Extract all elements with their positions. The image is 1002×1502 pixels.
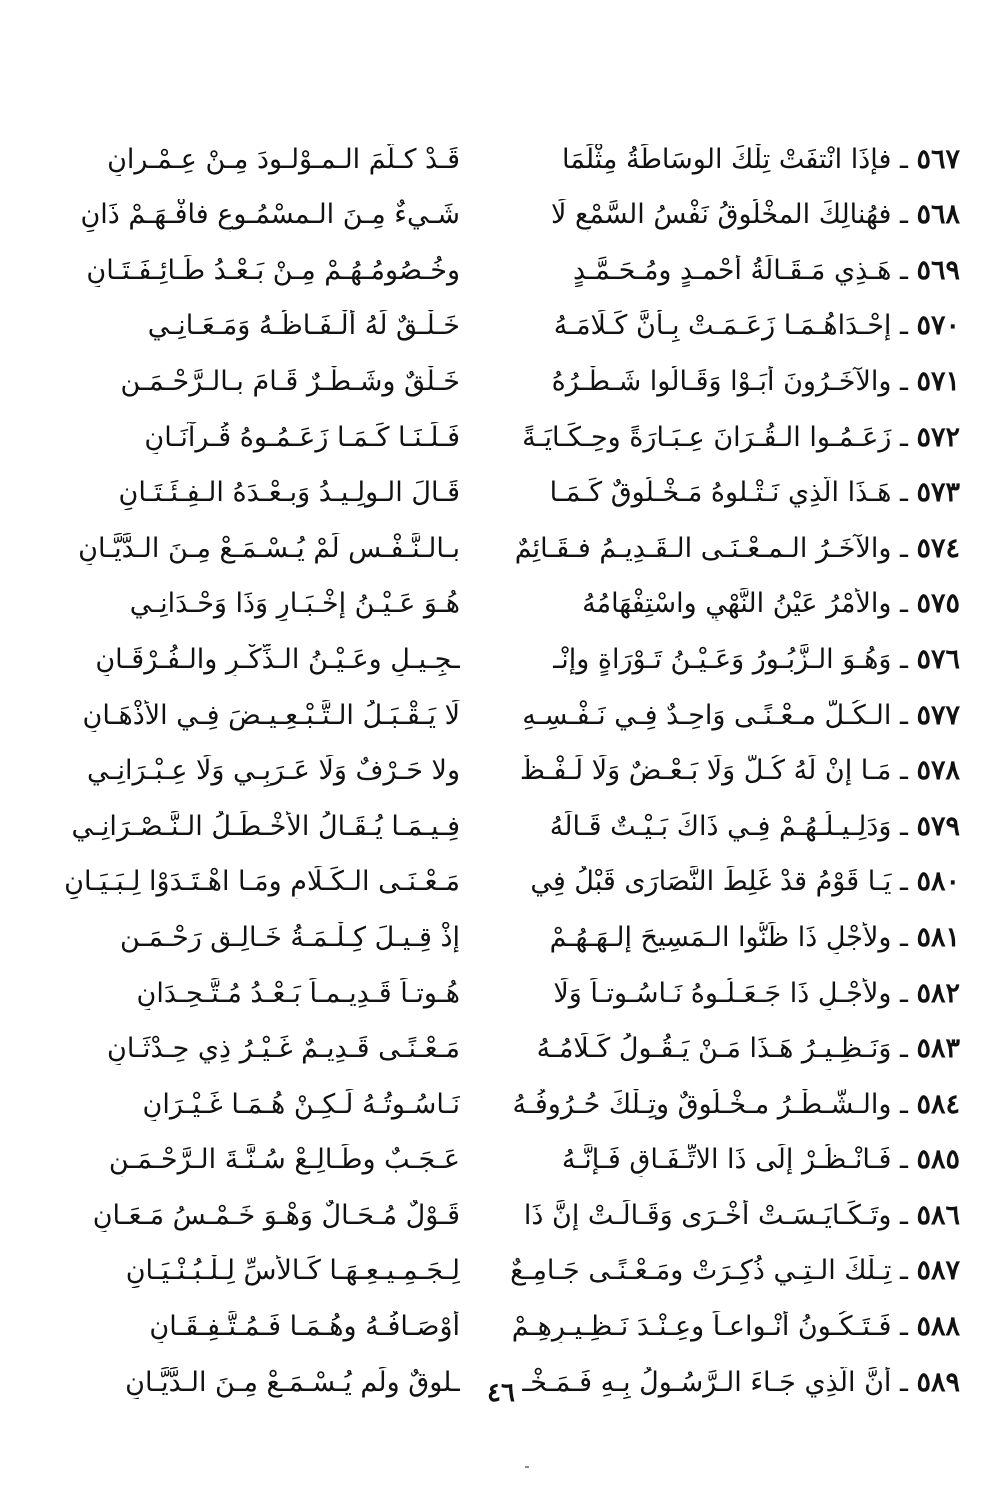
verse-second-hemistich: خَـلْقٌ وشَـطْـرٌ قَـامَ بـالـرَّحْـمَـنِ	[120, 365, 460, 397]
verse-second-hemistich: ـجِـيـلٍ وعَـيْـنُ الـذِّكْـرِ والـفُـرْقَـانِ	[95, 643, 460, 675]
verse-line	[40, 410, 960, 466]
verse-number-separator: ـ	[891, 977, 917, 1009]
verse-second-hemistich: إذْ قِـيـلَ كِـلْـمَـةُ خَـالِـقٍ رَحْـمَـنِ	[120, 921, 460, 953]
verse-number-separator: ـ	[891, 365, 917, 397]
verse-second-hemistich: لِـجَـمِـيـعِـهَـا كَـالأسِّ لِـلْـبُـنْـيَـانِ	[125, 1255, 460, 1287]
verse-number: ٥٨١	[916, 921, 960, 953]
verse-line	[40, 1022, 960, 1078]
verse-line	[40, 521, 960, 577]
verse-number-separator: ـ	[891, 866, 917, 898]
verse-number: ٥٨٣	[916, 1033, 960, 1065]
verse-number-separator: ـ	[891, 477, 917, 509]
verse-number: ٥٧٠	[916, 310, 960, 342]
verse-first-text: ولأجْلِ ذَا ظَنُّوا الـمَسِيحَ إلـهَـهُـمْ	[549, 921, 892, 953]
verse-line	[40, 1244, 960, 1300]
verse-second-hemistich: لَا يَـقْـبَـلُ الـتَّـبْـعِـيـضَ فِـي الأذْهَـانِ	[82, 699, 460, 731]
verse-line	[40, 855, 960, 911]
verse-first-text: أنَّ الَّذِي جَـاءَ الـرَّسُـولُ بِـهِ فَـمَـخْـ	[522, 1366, 892, 1398]
verse-number-separator: ـ	[891, 1255, 917, 1287]
verse-first-hemistich	[505, 866, 960, 898]
verse-number-separator: ـ	[891, 1033, 917, 1065]
verse-number: ٥٧٧	[916, 699, 960, 731]
verse-first-hemistich	[505, 477, 960, 509]
verse-first-text: يَـا قَوْمُ قدْ غَلِطَ النَّصَارَى قَبْلُ فِي	[530, 866, 892, 898]
verse-first-text: فَـتَـكُـونُ أنْـواعـاً وعِـنْـدَ نَـظِـيـرِهِـمْ	[511, 1311, 892, 1343]
verse-number: ٥٦٨	[916, 199, 960, 231]
verse-first-text: هَـذَا الَّذِي نَـتْـلوهُ مَـخْـلُوقٌ كَـمَـا	[549, 477, 892, 509]
verse-first-text: زَعَـمُـوا الـقُـرَانَ عِـبَـارَةً وحِـكَـايَـةً	[522, 421, 892, 453]
verse-number-separator: ـ	[891, 1144, 917, 1176]
verse-number-separator: ـ	[891, 143, 917, 175]
verse-line	[40, 1077, 960, 1133]
poem-verses	[40, 132, 960, 1411]
verse-first-hemistich	[505, 1255, 960, 1287]
verse-first-hemistich	[505, 366, 960, 398]
verse-number-separator: ـ	[891, 1199, 917, 1231]
verse-first-hemistich	[505, 1144, 960, 1176]
verse-first-text: وَهُـوَ الـزَّبُـورُ وَعَـيْـنُ تَـوْرَاةٍ وإنْـ	[553, 643, 892, 675]
verse-number-separator: ـ	[891, 643, 917, 675]
verse-second-hemistich: خَـلْـقٌ لَهُ ألْـفَـاظُـهُ وَمَـعَـانِـي	[147, 310, 460, 342]
verse-number: ٥٨٧	[916, 1255, 960, 1287]
verse-first-hemistich	[505, 811, 960, 843]
verse-first-text: فهُنالِكَ المخْلُوقُ نَفْسُ السَّمْعِ لَا	[550, 199, 892, 231]
verse-number: ٥٧١	[916, 365, 960, 397]
verse-first-hemistich	[505, 144, 960, 176]
verse-line	[40, 632, 960, 688]
verse-second-hemistich: نَـاسُـوتُـهُ لَـكِـنْ هُـمَـا غَـيْـرَانِ	[142, 1088, 460, 1120]
verse-first-hemistich	[505, 310, 960, 342]
verse-number-separator: ـ	[891, 1366, 917, 1398]
verse-first-hemistich	[505, 588, 960, 620]
verse-line	[40, 466, 960, 522]
verse-first-text: والآخَـرُ الـمـعْـنَـى الـقَـدِيـمُ فـقَـائِمٌ	[514, 532, 892, 564]
verse-first-hemistich	[505, 978, 960, 1010]
verse-line	[40, 577, 960, 633]
page-number: ٤٦	[487, 1378, 515, 1408]
verse-second-hemistich: بـالـنَّـفْـسِ لَمْ يُـسْـمَـعْ مِـنَ الـدَّيَّـانِ	[78, 532, 460, 564]
verse-first-hemistich	[505, 700, 960, 732]
verse-number: ٥٨٦	[916, 1199, 960, 1231]
verse-first-text: والأمْرُ عَيْنُ النَّهْيِ واسْتِفْهَامُهُ	[582, 588, 892, 620]
verse-number: ٥٦٧	[916, 143, 960, 175]
verse-number-separator: ـ	[891, 421, 917, 453]
verse-second-hemistich: فَـلَـنَـا كَـمَـا زَعَـمُـوهُ قُـرآنَـانِ	[144, 421, 460, 453]
verse-second-hemistich: قَـدْ كـلَّمَ الـمـوْلـودَ مِـنْ عِـمْـرانِ	[107, 143, 460, 175]
verse-number-separator: ـ	[891, 532, 917, 564]
verse-number: ٥٨٨	[916, 1311, 960, 1343]
verse-line	[40, 188, 960, 244]
verse-first-text: والآخَـرُونَ أبَـوْا وَقَـالُوا شَـطْـرُهُ	[551, 365, 892, 397]
verse-number: ٥٧٨	[916, 755, 960, 787]
verse-first-text: هَـذِي مَـقَـالَةُ أحْمـدٍ ومُـحَـمَّـدٍ	[573, 254, 892, 286]
verse-number-separator: ـ	[891, 699, 917, 731]
verse-number-separator: ـ	[891, 588, 917, 620]
verse-first-text: فإذَا انْتفَتْ تِلْكَ الوسَاطَةُ مِثْلَمَا	[562, 143, 892, 175]
verse-first-hemistich	[505, 255, 960, 287]
verse-first-hemistich	[505, 644, 960, 676]
verse-number: ٥٨٥	[916, 1144, 960, 1176]
verse-second-hemistich: مَـعْـنًـى قَـدِيـمٌ غَـيْـرُ ذِي حِـدْثَـانِ	[107, 1033, 460, 1065]
verse-first-hemistich	[505, 1311, 960, 1343]
verse-number-separator: ـ	[891, 1088, 917, 1120]
verse-number: ٥٨٠	[916, 866, 960, 898]
verse-second-hemistich: ـلوقٌ ولَم يُـسْـمَـعْ مِـنَ الـدَّيَّـانِ	[125, 1366, 460, 1398]
verse-number: ٥٨٢	[916, 977, 960, 1009]
verse-first-text: الـكُـلُّ مـعْـنًـى وَاحِـدٌ فِـي نَـفْـسِـهِ	[522, 699, 892, 731]
verse-first-hemistich	[505, 922, 960, 954]
verse-first-text: مَـا إنْ لَهُ كُـلٌّ وَلَا بَـعْـضٌ وَلَا لَـفْـظٌ	[519, 755, 892, 787]
verse-first-text: ولأجْـلِ ذَا جَـعَـلُـوهُ نَـاسُـوتـاً وَلَا	[553, 977, 892, 1009]
verse-line	[40, 132, 960, 188]
verse-second-hemistich: قَـوْلٌ مُـحَـالٌ وَهْـوَ خَـمْـسُ مَـعَـانِ	[92, 1199, 460, 1231]
verse-first-text: إحْـدَاهُـمَـا زَعَـمَـتْ بِـأنَّ كَـلَامَـهُ	[553, 310, 892, 342]
verse-first-hemistich	[505, 199, 960, 231]
verse-first-text: وَدَلِـيـلُـهُـمْ فِـي ذَاكَ بَـيْـتٌ قَـالَهُ	[549, 810, 892, 842]
verse-second-hemistich: هُـوتـاً قَـدِيـمـاً بَـعْـدُ مُـتَّـحِـدَانِ	[136, 977, 460, 1009]
verse-number: ٥٦٩	[916, 254, 960, 286]
verse-line	[40, 910, 960, 966]
verse-number-separator: ـ	[891, 755, 917, 787]
verse-number: ٥٧٦	[916, 643, 960, 675]
verse-number: ٥٨٤	[916, 1088, 960, 1120]
verse-second-hemistich: فِـيـمَـا يُـقَـالُ الأخْـطَـلُ الـنَّـصْـرَانِـي	[71, 810, 460, 842]
verse-second-hemistich: هُـوَ عَـيْـنُ إخْـبَـارٍ وَذَا وَحْـدَانِـي	[129, 588, 460, 620]
verse-first-text: والـشَّـطْـرُ مـخْـلُوقٌ وتِـلْكَ حُـرُوفُـهُ	[512, 1088, 892, 1120]
verse-second-hemistich: أوْصَـافُـهُ وهُـمَـا فَـمُـتَّـفِـقَـانِ	[149, 1311, 460, 1343]
verse-line	[40, 243, 960, 299]
verse-first-hemistich	[505, 755, 960, 787]
verse-line	[40, 688, 960, 744]
verse-line	[40, 1188, 960, 1244]
verse-line	[40, 354, 960, 410]
verse-number: ٥٧٩	[916, 810, 960, 842]
verse-first-text: وتَـكَـايَـسَـتْ أخْـرَى وَقَـالَـتْ إنَّ ذَا	[523, 1199, 892, 1231]
verse-first-hemistich	[505, 1089, 960, 1121]
verse-number-separator: ـ	[891, 254, 917, 286]
verse-line	[40, 744, 960, 800]
scan-mark	[525, 1466, 529, 1468]
verse-second-hemistich: مَـعْـنَـى الـكَـلَامِ ومَـا اهْـتَـدَوْا لِـبَـيَـانِ	[64, 866, 460, 898]
verse-second-hemistich: قَـالَ الـولِـيـدُ وَبـعْـدَهُ الـفِـئَـتَـانِ	[118, 477, 460, 509]
verse-first-text: تِـلْكَ الـتِـي ذُكِـرَتْ ومَـعْـنًـى جَـامِـعٌ	[510, 1255, 892, 1287]
verse-number: ٥٨٩	[916, 1366, 960, 1398]
verse-first-hemistich	[505, 422, 960, 454]
verse-line	[40, 799, 960, 855]
verse-second-hemistich: ولا حَـرْفٌ وَلَا عَـرَبِـي وَلَا عِـبْـرَانِـي	[87, 755, 460, 787]
verse-second-hemistich: وخُـصُومُـهُـمْ مِـنْ بَـعْـدُ طَـائِـفَـتَـانِ	[86, 254, 460, 286]
verse-first-text: فَـانْـظُـرْ إلَى ذَا الاتِّـفَـاقِ فَـإنَّـهُ	[561, 1144, 892, 1176]
verse-first-hemistich	[505, 1200, 960, 1232]
verse-number: ٥٧٣	[916, 477, 960, 509]
verse-number-separator: ـ	[891, 921, 917, 953]
verse-number-separator: ـ	[891, 310, 917, 342]
verse-number: ٥٧٢	[916, 421, 960, 453]
verse-first-text: وَنَـظِـيـرُ هَـذَا مَـنْ يَـقُـولُ كَـلَامُـهُ	[536, 1033, 892, 1065]
verse-line	[40, 1299, 960, 1355]
verse-line	[40, 966, 960, 1022]
verse-line	[40, 299, 960, 355]
verse-first-hemistich	[505, 1033, 960, 1065]
verse-second-hemistich: شَـيءٌ مِـنَ الـمسْمُـوعِ فافْـهَـمْ ذَانِ	[80, 199, 460, 231]
verse-number-separator: ـ	[891, 810, 917, 842]
verse-number: ٥٧٥	[916, 588, 960, 620]
verse-number: ٥٧٤	[916, 532, 960, 564]
verse-second-hemistich: عَـجَـبٌ وطَـالِـعْ سُـنَّـةَ الـرَّحْـمَـنِ	[108, 1144, 460, 1176]
verse-number-separator: ـ	[891, 1311, 917, 1343]
verse-number-separator: ـ	[891, 199, 917, 231]
verse-first-hemistich	[505, 533, 960, 565]
verse-line	[40, 1133, 960, 1189]
